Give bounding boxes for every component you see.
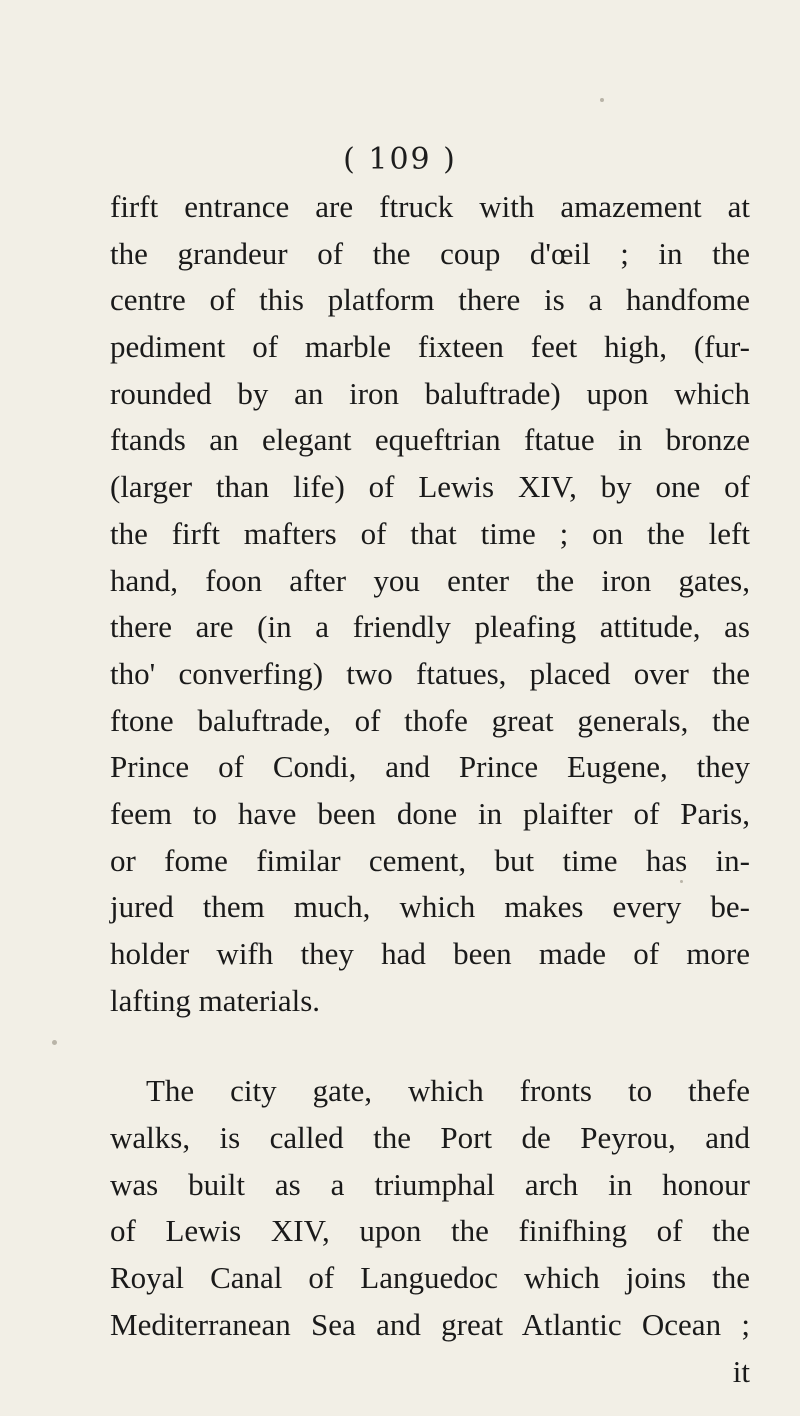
- text-line: walks, is called the Port de Peyrou, and: [110, 1120, 750, 1156]
- text-line: feem to have been done in plaifter of Paris,: [110, 795, 750, 831]
- text-line: Prince of Condi, and Prince Eugene, they: [110, 749, 750, 785]
- text-line: centre of this platform there is a handfome: [110, 282, 750, 318]
- text-line: ftone baluftrade, of thofe great generals, the: [110, 702, 750, 738]
- text-line: hand, foon after you enter the iron gates,: [110, 562, 750, 598]
- text-line: of Lewis XIV, upon the finifhing of the: [110, 1213, 750, 1249]
- text-line: The city gate, which fronts to thefe: [146, 1073, 750, 1109]
- paragraph-1: [110, 184, 750, 1024]
- paper-speck: [52, 1040, 57, 1045]
- paper-speck: [680, 880, 683, 883]
- paragraph-2: [110, 1068, 750, 1395]
- text-line: there are (in a friendly pleafing attitude, as: [110, 609, 750, 645]
- text-line: ftands an elegant equeftrian ftatue in bronze: [110, 422, 750, 458]
- text-line: lafting materials.: [110, 982, 321, 1018]
- text-line: holder wifh they had been made of more: [110, 936, 750, 971]
- text-line: firft entrance are ftruck with amazement at: [110, 189, 750, 224]
- text-line: tho' converfing) two ftatues, placed over the: [110, 655, 750, 691]
- paper-speck: [600, 98, 604, 102]
- text-line: Royal Canal of Languedoc which joins the: [110, 1260, 750, 1296]
- page-number: ( 109 ): [343, 142, 457, 177]
- text-line: rounded by an iron baluftrade) upon which: [110, 375, 750, 411]
- paragraph-gap: [110, 1024, 750, 1068]
- text-line: the firft mafters of that time ; on the left: [110, 515, 750, 551]
- text-line: Mediterranean Sea and great Atlantic Ocean ;: [110, 1306, 750, 1342]
- text-line: was built as a triumphal arch in honour: [110, 1166, 750, 1202]
- catchword: it: [732, 1353, 750, 1389]
- text-line: (larger than life) of Lewis XIV, by one of: [110, 469, 750, 505]
- body-text: [110, 184, 750, 1395]
- text-line: or fome fimilar cement, but time has in-: [110, 842, 750, 878]
- text-line: the grandeur of the coup d'œil ; in the: [110, 235, 750, 271]
- text-line: pediment of marble fixteen feet high, (fur-: [110, 329, 750, 365]
- text-line: jured them much, which makes every be-: [110, 889, 750, 925]
